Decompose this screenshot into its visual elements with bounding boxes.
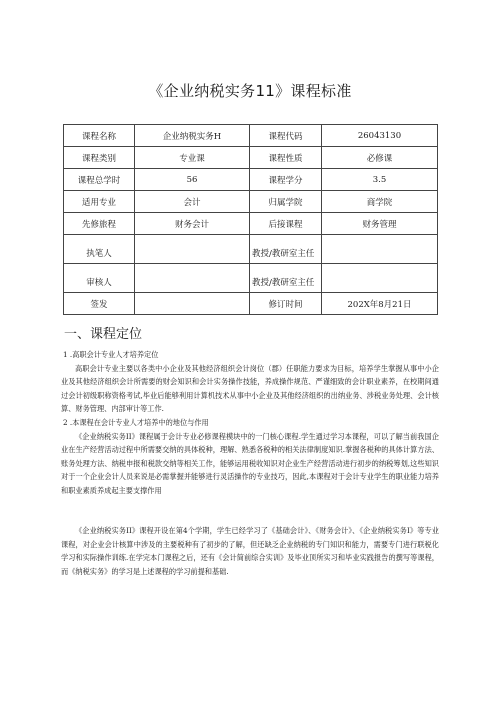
table-cell: 课程总学时 — [64, 169, 135, 191]
table-cell: 26043130 — [322, 125, 438, 147]
table-cell: 课程类别 — [64, 147, 135, 169]
table-cell: 适用专业 — [64, 191, 135, 213]
table-cell: 修订时间 — [250, 293, 322, 315]
table-cell: 专业课 — [135, 147, 250, 169]
course-info-table — [63, 124, 438, 315]
table-cell: 审核人 — [64, 264, 135, 293]
table-cell — [322, 264, 438, 293]
section-heading: 一、课程定位 — [64, 327, 143, 342]
table-cell: 课程性质 — [250, 147, 322, 169]
table-cell: 教授/教研室主任 — [250, 264, 322, 293]
table-cell: 202X年8月21日 — [322, 293, 438, 315]
table-cell: 课程名称 — [64, 125, 135, 147]
table-row — [64, 235, 438, 264]
table-row — [64, 213, 438, 235]
body-text — [61, 524, 439, 578]
table-cell: 执笔人 — [64, 235, 135, 264]
table-cell — [322, 235, 438, 264]
subheading: 1 .高职会计专业人才培养定位 — [63, 350, 159, 359]
table-cell: 财务管理 — [322, 213, 438, 235]
table-cell: 归属学院 — [250, 191, 322, 213]
table-cell — [135, 235, 250, 264]
paragraph: 高职会计专业主要以各类中小企业及其他经济组织会计岗位（郡）任职能力要求为目标，培养学生掌握从事中小企业及其他经济组织会计所需要的财会知识和会计实务操作技能，养成操作规范、严谨细致的会计职业素养，在校期间通过会计初级职称资格考试,毕业后能够利用计算机技术从事中小企业及其他经济组织的出纳业务、涉税业务处理、会计核算、财务管理、内部审计等工作. — [61, 363, 439, 414]
table-cell: 商学院 — [322, 191, 438, 213]
subheading: 2 .本课程在会计专业人才培养中的地位与作用 — [63, 417, 209, 427]
page-title: 《企业纳税实务11》课程标准 — [148, 82, 352, 100]
table-cell: 56 — [135, 169, 250, 191]
paragraph: 《企业纳税实务II》课程属于会计专业必修课程模块中的一门核心课程.学生通过学习本课程，可以了解当前我国企业在生产经营活动过程中所需要交纳的具体税种，理解、熟悉各税种的相关法律制度知识.掌握各税种的具体计算方法、账务处理方法、纳税申报和税款交纳等相关工作，能够运用税收知识对企业生产经营活动进行初步的纳税筹划,这些知识对于一个企业会计人员来说是必需掌握并能够进行灵活操作的专业技巧，因此,本课程对于会计专业学生的职业能力培养和职业素质养成起主要支撑作用 — [61, 431, 439, 495]
table-cell: 会计 — [135, 191, 250, 213]
table-row — [64, 264, 438, 293]
table-cell: 3.5 — [322, 169, 438, 191]
table-row — [64, 169, 438, 191]
body-text — [61, 348, 439, 498]
table-cell: 企业纳税实务H — [135, 125, 250, 147]
table-cell: 财务会计 — [135, 213, 250, 235]
table-row — [64, 125, 438, 147]
paragraph: 《企业纳税实务II》课程开设在第4个学期，学生已经学习了《基础会计》、《财务会计》、《企业纳税实务I》等专业课程，对企业会计核算中涉及的主要税种有了初步的了解，但还缺乏企业纳税的专门知识和能力，需要专门进行联税化学习和实际操作训练.在学完本门课程之后，还有《会计简前综合实训》及毕业顶所实习和毕业实践报告的撰写等课程，而《纳税实务》的学习是上述课程的学习前提和基础. — [61, 526, 439, 576]
table-cell: 签发 — [64, 293, 135, 315]
table-cell — [135, 293, 250, 315]
table-cell: 课程代码 — [250, 125, 322, 147]
table-cell: 后接课程 — [250, 213, 322, 235]
table-cell: 必修课 — [322, 147, 438, 169]
table-cell: 课程学分 — [250, 169, 322, 191]
table-row — [64, 191, 438, 213]
table-row — [64, 147, 438, 169]
table-row — [64, 293, 438, 315]
table-cell: 先修旅程 — [64, 213, 135, 235]
table-cell — [135, 264, 250, 293]
table-cell: 教授/教研室主任 — [250, 235, 322, 264]
